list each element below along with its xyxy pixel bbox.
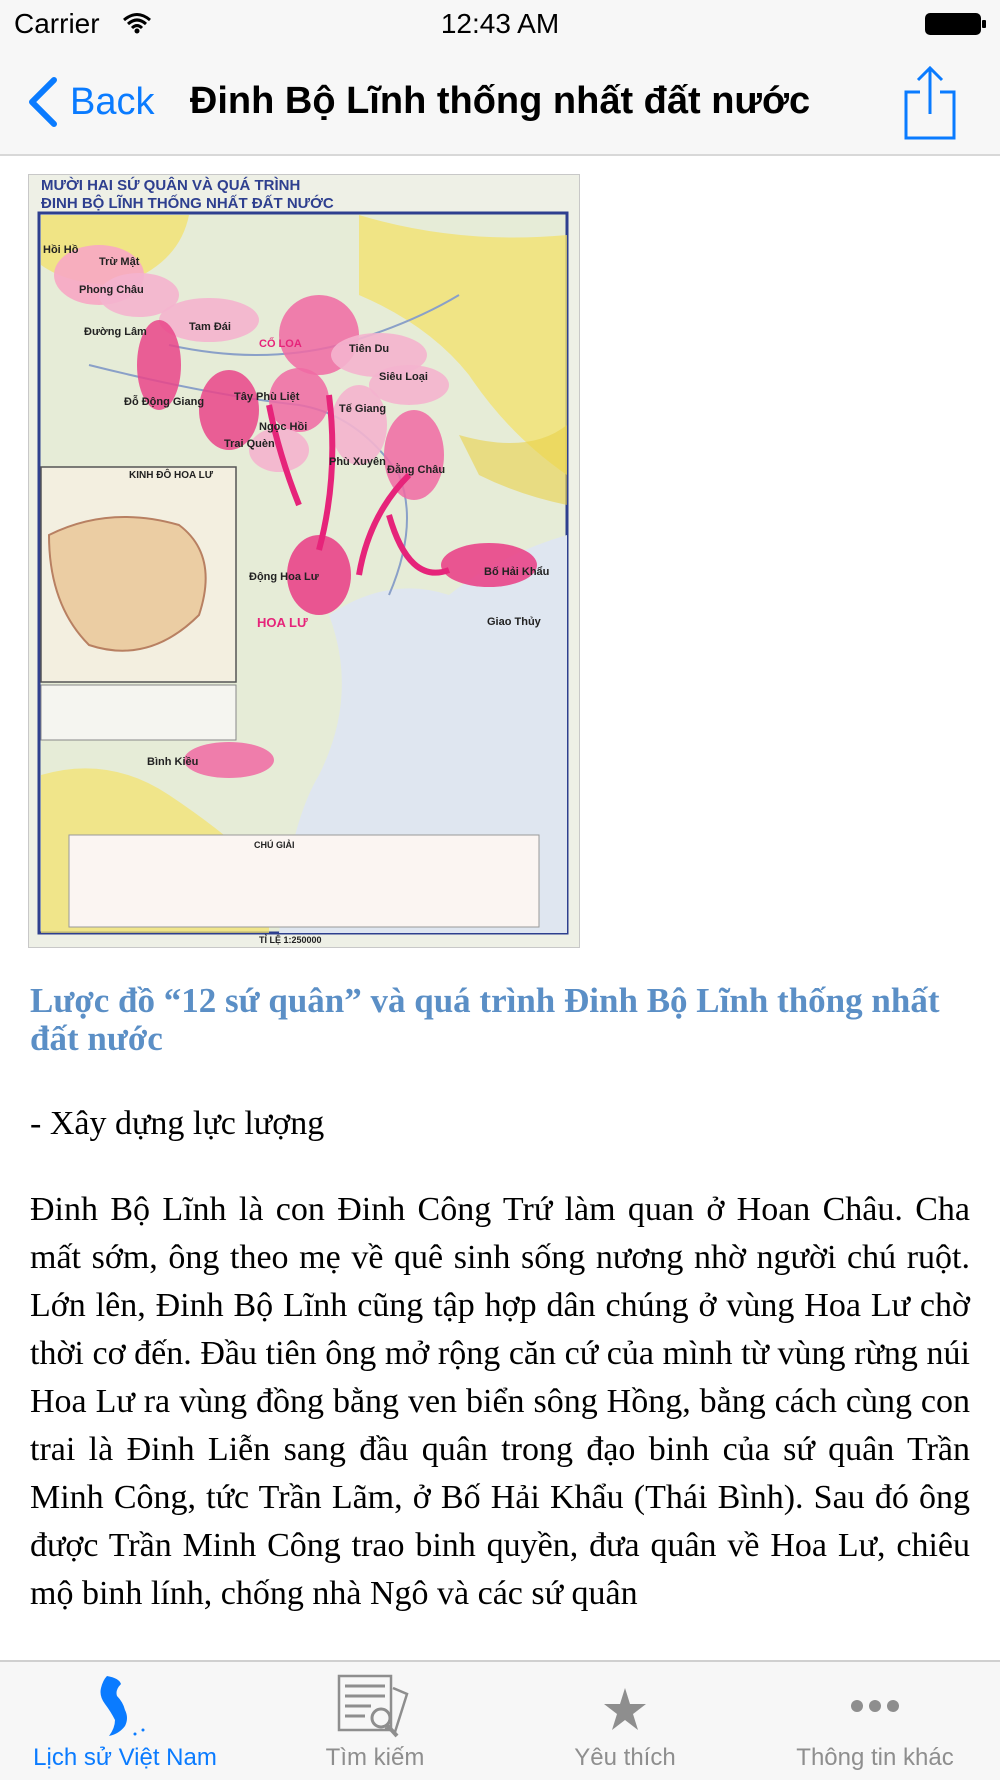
map-scale: TỈ LỆ 1:250000 bbox=[259, 935, 322, 945]
map-place: Động Hoa Lư bbox=[249, 571, 319, 583]
map-place: HOA LƯ bbox=[257, 615, 308, 630]
vietnam-map-icon bbox=[85, 1674, 165, 1740]
back-button[interactable] bbox=[26, 74, 154, 130]
tab-thong-tin-khac[interactable] bbox=[750, 1662, 1000, 1780]
map-place: CỔ LOA bbox=[259, 338, 302, 350]
map-title-line1: MƯỜI HAI SỨ QUÂN VÀ QUÁ TRÌNH bbox=[41, 177, 301, 194]
tab-label: Tìm kiếm bbox=[325, 1744, 425, 1771]
map-title-line2: ĐINH BỘ LĨNH THỐNG NHẤT ĐẤT NƯỚC bbox=[41, 195, 334, 212]
carrier-label: Carrier bbox=[14, 8, 100, 39]
historical-map-image bbox=[28, 174, 580, 948]
map-place: Phù Xuyên bbox=[329, 456, 386, 468]
map-place: Giao Thủy bbox=[487, 616, 541, 628]
map-legend-title: CHÚ GIẢI bbox=[254, 840, 295, 850]
tab-label: Lịch sử Việt Nam bbox=[33, 1744, 217, 1771]
tab-label: Thông tin khác bbox=[796, 1744, 954, 1771]
share-icon[interactable] bbox=[900, 64, 960, 142]
map-inset-title: KINH ĐÔ HOA LƯ bbox=[129, 470, 214, 481]
map-place: Bình Kiều bbox=[147, 756, 199, 768]
chevron-left-icon bbox=[26, 76, 60, 128]
map-place: Tế Giang bbox=[339, 403, 387, 415]
battery-icon bbox=[925, 13, 987, 35]
navigation-bar bbox=[0, 50, 1000, 156]
map-place: Tây Phù Liệt bbox=[234, 391, 300, 403]
map-place: Đường Lâm bbox=[84, 326, 147, 338]
map-place: Đằng Châu bbox=[387, 464, 446, 476]
map-place: Siêu Loại bbox=[379, 371, 428, 383]
star-icon bbox=[585, 1674, 665, 1740]
map-place: Tam Đái bbox=[189, 321, 231, 333]
status-time: 12:43 AM bbox=[440, 8, 560, 39]
map-place: Tiên Du bbox=[349, 343, 390, 355]
map-place: Đỗ Động Giang bbox=[124, 396, 205, 408]
map-place: Trừ Mật bbox=[99, 256, 140, 268]
section-heading: - Xây dựng lực lượng bbox=[30, 1105, 325, 1142]
article-content[interactable] bbox=[0, 156, 1000, 1660]
tab-label: Yêu thích bbox=[574, 1744, 676, 1771]
article-paragraph: Đinh Bộ Lĩnh là con Đinh Công Trứ làm quan ở Hoan Châu. Cha mất sớm, ông theo mẹ về quê sinh sống nương nhờ người chú ruột. Lớn lên, Đinh Bộ Lĩnh cũng tập hợp dân chúng ở vùng Hoa Lư chờ thời cơ đến. Đầu tiên ông mở rộng căn cứ của mình từ vùng rừng núi Hoa Lư ra vùng đồng bằng ven biển sông Hồng, bằng cách cùng con trai là Đinh Liễn sang đầu quân trong đạo binh của sứ quân Trần Minh Công, tức Trần Lãm, ở Bố Hải Khẩu (Thái Bình). Sau đó ông được Trần Minh Công trao binh quyền, đưa quân về Hoa Lư, chiêu mộ binh lính, chống nhà Ngô và các sứ quân bbox=[30, 1191, 970, 1612]
tab-yeu-thich[interactable] bbox=[500, 1662, 750, 1780]
search-document-icon bbox=[335, 1674, 415, 1740]
map-place: Trai Quèn bbox=[224, 438, 275, 450]
page-title: Đinh Bộ Lĩnh thống nhất đất nước bbox=[189, 80, 811, 122]
tab-bar bbox=[0, 1660, 1000, 1780]
more-icon bbox=[835, 1674, 915, 1740]
map-caption: Lược đồ “12 sứ quân” và quá trình Đinh Bộ Lĩnh thống nhất đất nước bbox=[30, 981, 940, 1058]
status-bar bbox=[0, 0, 1000, 50]
tab-tim-kiem[interactable] bbox=[250, 1662, 500, 1780]
map-place: Hồi Hồ bbox=[43, 244, 79, 256]
map-place: Bố Hải Khẩu bbox=[484, 566, 550, 578]
tab-lich-su-viet-nam[interactable] bbox=[0, 1662, 250, 1780]
map-place: Phong Châu bbox=[79, 284, 144, 296]
map-place: Ngọc Hồi bbox=[259, 421, 308, 433]
back-label: Back bbox=[70, 80, 155, 123]
